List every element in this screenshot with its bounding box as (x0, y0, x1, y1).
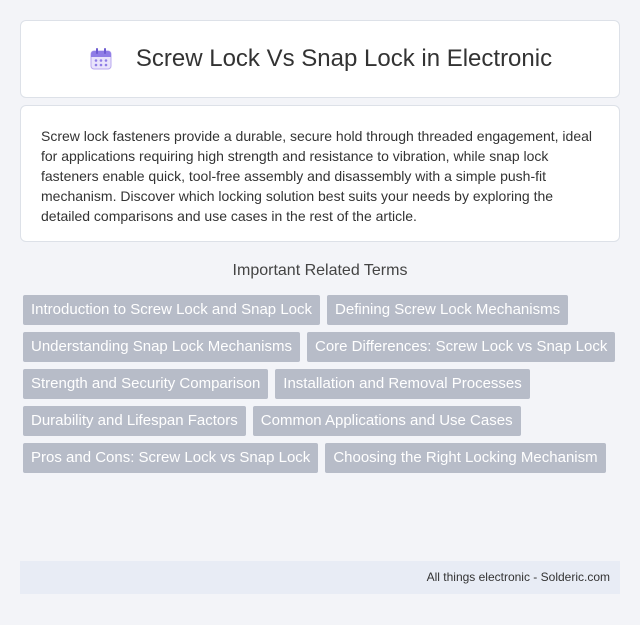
footer (20, 561, 620, 594)
related-term-tag[interactable]: Understanding Snap Lock Mechanisms (23, 332, 300, 362)
related-term-tag[interactable]: Choosing the Right Locking Mechanism (325, 443, 605, 473)
footer-credit: All things electronic - Solderic.com (426, 570, 610, 584)
related-terms-list (23, 295, 620, 473)
related-term-tag[interactable]: Strength and Security Comparison (23, 369, 268, 399)
related-term-tag[interactable]: Durability and Lifespan Factors (23, 406, 246, 436)
calendar-icon (88, 46, 114, 72)
related-term-tag[interactable]: Common Applications and Use Cases (253, 406, 521, 436)
page-title: Screw Lock Vs Snap Lock in Electronic (135, 45, 553, 72)
title-card (20, 20, 620, 98)
related-term-tag[interactable]: Installation and Removal Processes (275, 369, 529, 399)
related-terms-heading: Important Related Terms (232, 262, 408, 279)
summary-text: Screw lock fasteners provide a durable, secure hold through threaded engagement, ideal for applications requiring high strength and resistance to vibration, while snap lock fasteners enable quick, tool-free assembly and disassembly with a simple push-fit mechanism. Discover which locking solution best suits your needs by exploring the detailed comparisons and use cases in the rest of the article. (41, 128, 593, 224)
summary-card (20, 105, 620, 242)
related-term-tag[interactable]: Pros and Cons: Screw Lock vs Snap Lock (23, 443, 318, 473)
related-term-tag[interactable]: Core Differences: Screw Lock vs Snap Lock (307, 332, 615, 362)
related-term-tag[interactable]: Defining Screw Lock Mechanisms (327, 295, 568, 325)
related-term-tag[interactable]: Introduction to Screw Lock and Snap Lock (23, 295, 320, 325)
